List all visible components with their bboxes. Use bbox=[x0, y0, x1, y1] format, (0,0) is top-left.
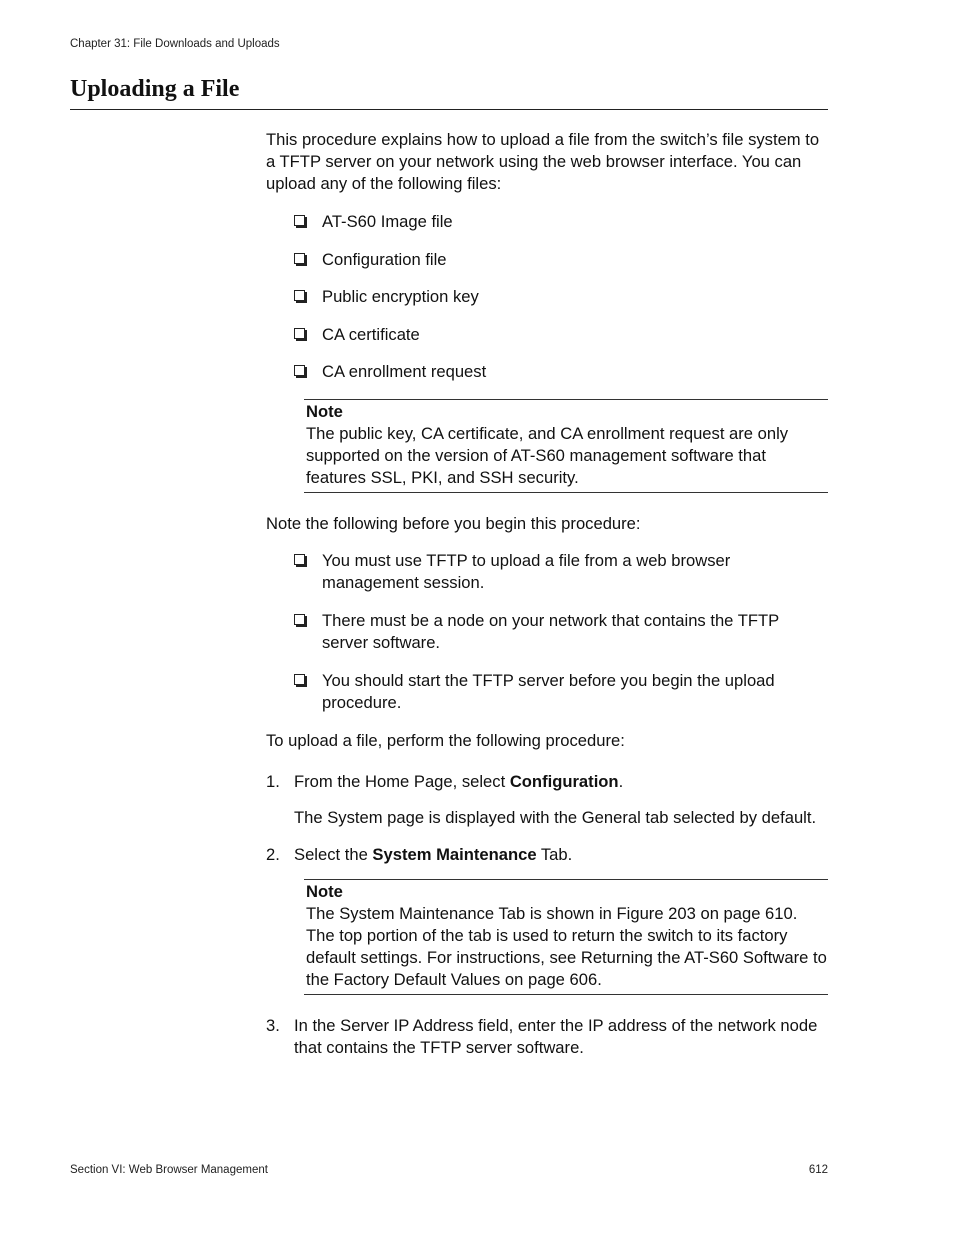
step-text: From the Home Page, select Configuration. bbox=[294, 771, 624, 791]
step-result: The System page is displayed with the General tab selected by default. bbox=[294, 807, 817, 827]
checkbox-bullet-icon bbox=[294, 253, 305, 264]
list-item: CA enrollment request bbox=[294, 361, 828, 383]
step-number: 2. bbox=[266, 844, 280, 864]
list-item: Configuration file bbox=[294, 249, 828, 271]
procedure-intro: To upload a file, perform the following procedure: bbox=[266, 730, 625, 750]
list-item: You should start the TFTP server before you begin the upload procedure. bbox=[294, 670, 828, 714]
file-type-list bbox=[266, 211, 828, 383]
note-text: The public key, CA certificate, and CA enrollment request are only supported on the version of AT-S60 management software that features SSL, PKI, and SSH security. bbox=[306, 423, 789, 487]
checkbox-bullet-icon bbox=[294, 290, 305, 301]
step-number: 1. bbox=[266, 771, 280, 791]
step-number: 3. bbox=[266, 1015, 280, 1035]
checkbox-bullet-icon bbox=[294, 554, 305, 565]
step-item bbox=[266, 1015, 828, 1059]
before-paragraph: Note the following before you begin this procedure: bbox=[266, 513, 641, 533]
note-box bbox=[304, 399, 828, 493]
note-label: Note bbox=[306, 881, 343, 901]
checkbox-bullet-icon bbox=[294, 614, 305, 625]
running-header: Chapter 31: File Downloads and Uploads bbox=[70, 38, 280, 50]
checkbox-bullet-icon bbox=[294, 328, 305, 339]
body-content bbox=[266, 129, 828, 1059]
page-title: Uploading a File bbox=[70, 76, 240, 102]
list-item: There must be a node on your network that contains the TFTP server software. bbox=[294, 610, 828, 654]
page-number: 612 bbox=[808, 1164, 828, 1176]
list-item: You must use TFTP to upload a file from a web browser management session. bbox=[294, 550, 828, 594]
checkbox-bullet-icon bbox=[294, 215, 305, 226]
intro-paragraph: This procedure explains how to upload a file from the switch’s file system to a TFTP server on your network using the web browser interface. You can upload any of the following files: bbox=[266, 130, 820, 193]
prerequisite-list bbox=[266, 550, 828, 714]
list-item: AT-S60 Image file bbox=[294, 211, 828, 233]
checkbox-bullet-icon bbox=[294, 365, 305, 376]
procedure-steps-continued bbox=[266, 1015, 828, 1059]
step-item bbox=[266, 844, 828, 866]
procedure-steps bbox=[266, 771, 828, 866]
note-label: Note bbox=[306, 401, 343, 421]
title-rule bbox=[70, 109, 828, 110]
note-text: The System Maintenance Tab is shown in Figure 203 on page 610. The top portion of the tab is used to return the switch to its factory default settings. For instructions, see Returning the AT-S60 Software to the Factory Default Values on page 606. bbox=[306, 903, 827, 989]
list-item: CA certificate bbox=[294, 324, 828, 346]
step-text: Select the System Maintenance Tab. bbox=[294, 844, 573, 864]
running-footer: Section VI: Web Browser Management bbox=[70, 1164, 268, 1176]
checkbox-bullet-icon bbox=[294, 674, 305, 685]
step-text: In the Server IP Address field, enter the IP address of the network node that contains the TFTP server software. bbox=[294, 1015, 818, 1057]
step-item bbox=[266, 771, 828, 829]
note-box bbox=[304, 879, 828, 995]
list-item: Public encryption key bbox=[294, 286, 828, 308]
